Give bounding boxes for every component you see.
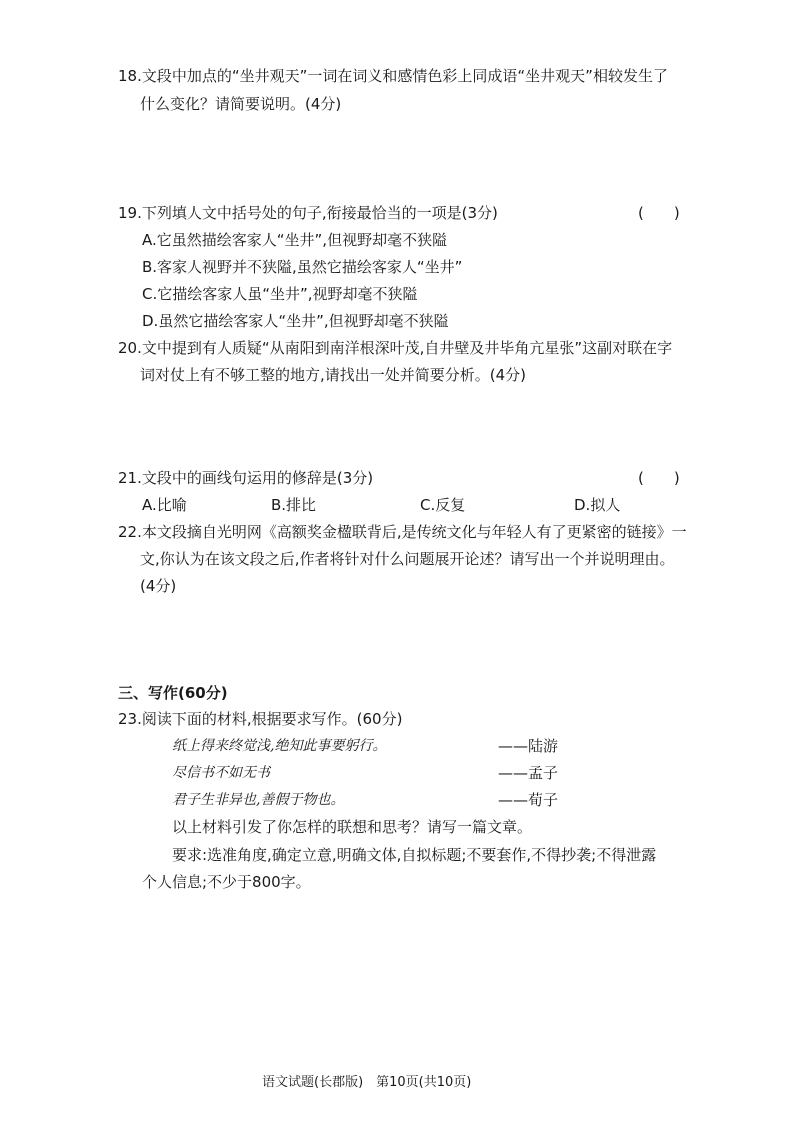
q19-stem: 19.下列填人文中括号处的句子,衔接最恰当的一项是(3分) bbox=[118, 204, 498, 222]
page-footer: 语文试题(长郡版) 第10页(共10页) bbox=[262, 1075, 472, 1090]
q19-option-b: B.客家人视野并不狭隘,虽然它描绘客家人“坐井” bbox=[142, 258, 463, 276]
q21-stem: 21.文段中的画线句运用的修辞是(3分) bbox=[118, 469, 374, 487]
q22-line3: (4分) bbox=[140, 577, 177, 595]
q18-line1: 18.文段中加点的“坐井观天”一词在词义和感情色彩上同成语“坐井观天”相较发生了 bbox=[118, 67, 668, 85]
q22-line2: 文,你认为在该文段之后,作者将针对什么问题展开论述？请写出一个并说明理由。 bbox=[140, 550, 675, 568]
q20-line1: 20.文中提到有人质疑“从南阳到南洋根深叶茂,自井壁及井毕角亢星张”这副对联在字 bbox=[118, 339, 673, 357]
q19-option-c: C.它描绘客家人虽“坐井”,视野却毫不狭隘 bbox=[142, 285, 418, 303]
writing-requirements-line1: 要求:选准角度,确定立意,明确文体,自拟标题;不要套作,不得抄袭;不得泄露 bbox=[172, 846, 657, 864]
q21-answer-paren: ( ) bbox=[638, 469, 680, 487]
section-writing-title: 三、写作(60分) bbox=[118, 684, 228, 702]
q22-line1: 22.本文段摘自光明网《高额奖金楹联背后,是传统文化与年轻人有了更紧密的链接》一 bbox=[118, 523, 687, 541]
writing-requirements-line2: 个人信息;不少于800字。 bbox=[142, 873, 311, 891]
q21-option-b: B.排比 bbox=[271, 496, 317, 514]
q18-line2: 什么变化？请简要说明。(4分) bbox=[140, 95, 342, 113]
q20-line2: 词对仗上有不够工整的地方,请找出一处并简要分析。(4分) bbox=[140, 366, 527, 384]
q21-option-a: A.比喻 bbox=[142, 496, 187, 514]
q21-option-c: C.反复 bbox=[420, 496, 466, 514]
quote-2-source: ——孟子 bbox=[498, 764, 559, 782]
quote-1-source: ——陆游 bbox=[498, 737, 559, 755]
q19-option-d: D.虽然它描绘客家人“坐井”,但视野却毫不狭隘 bbox=[142, 312, 449, 330]
writing-prompt: 以上材料引发了你怎样的联想和思考？请写一篇文章。 bbox=[172, 818, 533, 836]
q19-option-a: A.它虽然描绘客家人“坐井”,但视野却毫不狭隘 bbox=[142, 231, 448, 249]
q21-option-d: D.拟人 bbox=[574, 496, 621, 514]
quote-3-text: 君子生非异也,善假于物也。 bbox=[172, 792, 345, 808]
quote-1-text: 纸上得来终觉浅,绝知此事要躬行。 bbox=[172, 738, 387, 754]
q23-stem: 23.阅读下面的材料,根据要求写作。(60分) bbox=[118, 710, 403, 728]
quote-2-text: 尽信书不如无书 bbox=[172, 765, 270, 781]
quote-3-source: ——荀子 bbox=[498, 791, 559, 809]
q19-answer-paren: ( ) bbox=[638, 204, 680, 222]
